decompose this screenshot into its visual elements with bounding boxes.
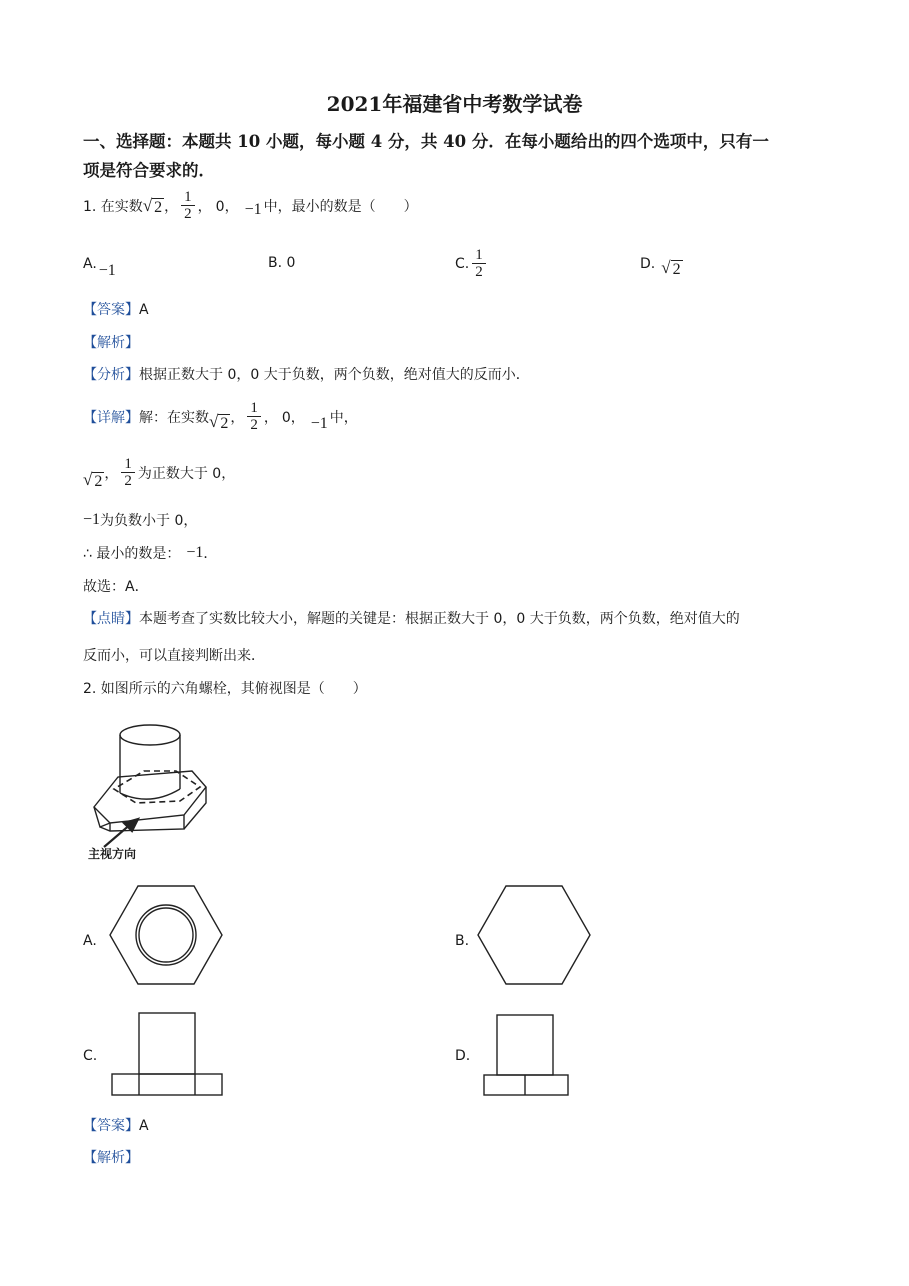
inner-circle xyxy=(139,908,193,962)
sqrt-arg: 2 xyxy=(154,199,163,216)
comma: ， xyxy=(263,410,278,426)
answer-value: A xyxy=(139,1118,149,1134)
section-heading-line1: 一、选择题：本题共 10 小题，每小题 4 分，共 40 分．在每小题给出的四个选项中，只有一 xyxy=(83,132,769,151)
q1-dianjing xyxy=(83,608,740,628)
dianjing-tag: 【点睛】 xyxy=(83,611,139,627)
option-d-front-view xyxy=(482,1014,570,1098)
hexagon-shape xyxy=(478,886,590,984)
q2-option-c-label: C. xyxy=(83,1048,98,1064)
answer-tag: 【答案】 xyxy=(83,1118,139,1134)
option-a-label: A. xyxy=(83,256,97,272)
neg-one-value: −1 xyxy=(83,511,101,528)
q2-answer xyxy=(83,1115,149,1135)
q2-jiexi-tag: 【解析】 xyxy=(83,1150,139,1166)
figure-caption: 主视方向 xyxy=(88,847,137,861)
cylinder-top xyxy=(120,725,180,745)
option-c-front-view xyxy=(110,1012,224,1098)
fenxi-text: 根据正数大于 0，0 大于负数，两个负数，绝对值大的反而小． xyxy=(139,367,530,383)
xiangjie-prefix: 解：在实数 xyxy=(139,410,209,426)
option-c-fraction xyxy=(472,248,486,280)
frac-den: 2 xyxy=(121,472,135,489)
frac-num: 1 xyxy=(475,247,483,263)
sqrt-2-expression: √ 2 xyxy=(83,470,103,490)
answer-value: A xyxy=(139,302,149,318)
frac-den: 2 xyxy=(181,205,195,222)
xiangjie-suffix: 中， xyxy=(329,410,358,426)
q1-min-line xyxy=(83,543,217,563)
option-d-label: D. xyxy=(640,256,656,272)
question-1-stem xyxy=(83,186,418,226)
option-a xyxy=(83,244,116,284)
q1-negative-line xyxy=(83,510,197,530)
option-c-label: C. xyxy=(455,256,470,272)
option-b: B. 0 xyxy=(268,255,296,271)
answer-tag: 【答案】 xyxy=(83,302,139,318)
q2-option-a-label: A. xyxy=(83,933,97,949)
option-a-value: −1 xyxy=(98,262,116,279)
fraction-one-half xyxy=(247,401,261,433)
comma: ， xyxy=(164,199,179,215)
q2-option-b-label: B. xyxy=(455,933,470,949)
sqrt-arg: 2 xyxy=(220,415,229,432)
hex-top-face xyxy=(94,771,206,823)
q1-positive-line xyxy=(83,452,235,494)
q1-suffix: 中，最小的数是（ ） xyxy=(263,199,418,215)
q1-dianjing-cont: 反而小，可以直接判断出来． xyxy=(83,648,265,664)
frac-den: 2 xyxy=(247,416,261,433)
cylinder-base xyxy=(120,789,180,799)
q1-xiangjie xyxy=(83,396,358,438)
option-b-hexagon xyxy=(476,885,592,985)
option-c xyxy=(455,244,489,284)
dianjing-text-1: 本题考查了实数比较大小，解题的关键是：根据正数大于 0，0 大于负数，两个负数，绝对值大的 xyxy=(139,611,740,627)
q1-answer xyxy=(83,299,149,319)
positive-suffix: 为正数大于 0， xyxy=(137,466,236,482)
neg-one-value: −1 xyxy=(244,201,262,218)
outer-circle xyxy=(136,905,196,965)
bolt-shaft xyxy=(497,1015,553,1075)
bolt-head xyxy=(484,1075,568,1095)
negative-suffix: 为负数小于 0， xyxy=(100,513,198,529)
fraction-one-half xyxy=(121,457,135,489)
sqrt-arg: 2 xyxy=(94,473,103,490)
option-d-sqrt: √ 2 xyxy=(661,258,681,278)
q2-option-d-label: D. xyxy=(455,1048,471,1064)
frac-num: 1 xyxy=(250,400,258,416)
min-end: ． xyxy=(203,546,218,562)
frac-num: 1 xyxy=(184,189,192,205)
sqrt-2-expression: √ 2 xyxy=(209,412,229,432)
fenxi-tag: 【分析】 xyxy=(83,367,139,383)
q1-choose: 故选：A． xyxy=(83,579,149,595)
hexagon-shape xyxy=(110,886,222,984)
sqrt-2-expression: √ 2 xyxy=(142,196,163,216)
question-2-stem: 2. 如图所示的六角螺栓，其俯视图是（ ） xyxy=(83,681,367,697)
frac-den: 2 xyxy=(472,263,486,280)
q1-prefix: 1. 在实数 xyxy=(83,199,143,215)
hex-bolt-figure xyxy=(80,715,220,865)
xiangjie-tag: 【详解】 xyxy=(83,410,139,426)
comma: ， xyxy=(104,466,119,482)
min-value: −1 xyxy=(186,544,204,561)
neg-one-value: −1 xyxy=(310,415,328,432)
comma: ， xyxy=(197,199,212,215)
q1-fenxi xyxy=(83,364,530,384)
option-d xyxy=(640,244,683,284)
fraction-one-half xyxy=(181,190,195,222)
option-a-hexagon-with-circle xyxy=(108,885,224,985)
bolt-head xyxy=(112,1074,222,1095)
bolt-shaft xyxy=(139,1013,195,1074)
sqrt-arg: 2 xyxy=(672,261,681,278)
min-prefix: ∴ 最小的数是： xyxy=(83,546,181,562)
q1-jiexi-tag: 【解析】 xyxy=(83,335,139,351)
zero-value: 0， xyxy=(281,410,305,426)
zero-value: 0， xyxy=(215,199,239,215)
page-title: 2021年福建省中考数学试卷 xyxy=(326,92,583,116)
frac-num: 1 xyxy=(124,456,132,472)
section-heading-line2: 项是符合要求的． xyxy=(83,161,215,180)
comma: ， xyxy=(230,410,245,426)
hex-side-right xyxy=(184,787,206,829)
